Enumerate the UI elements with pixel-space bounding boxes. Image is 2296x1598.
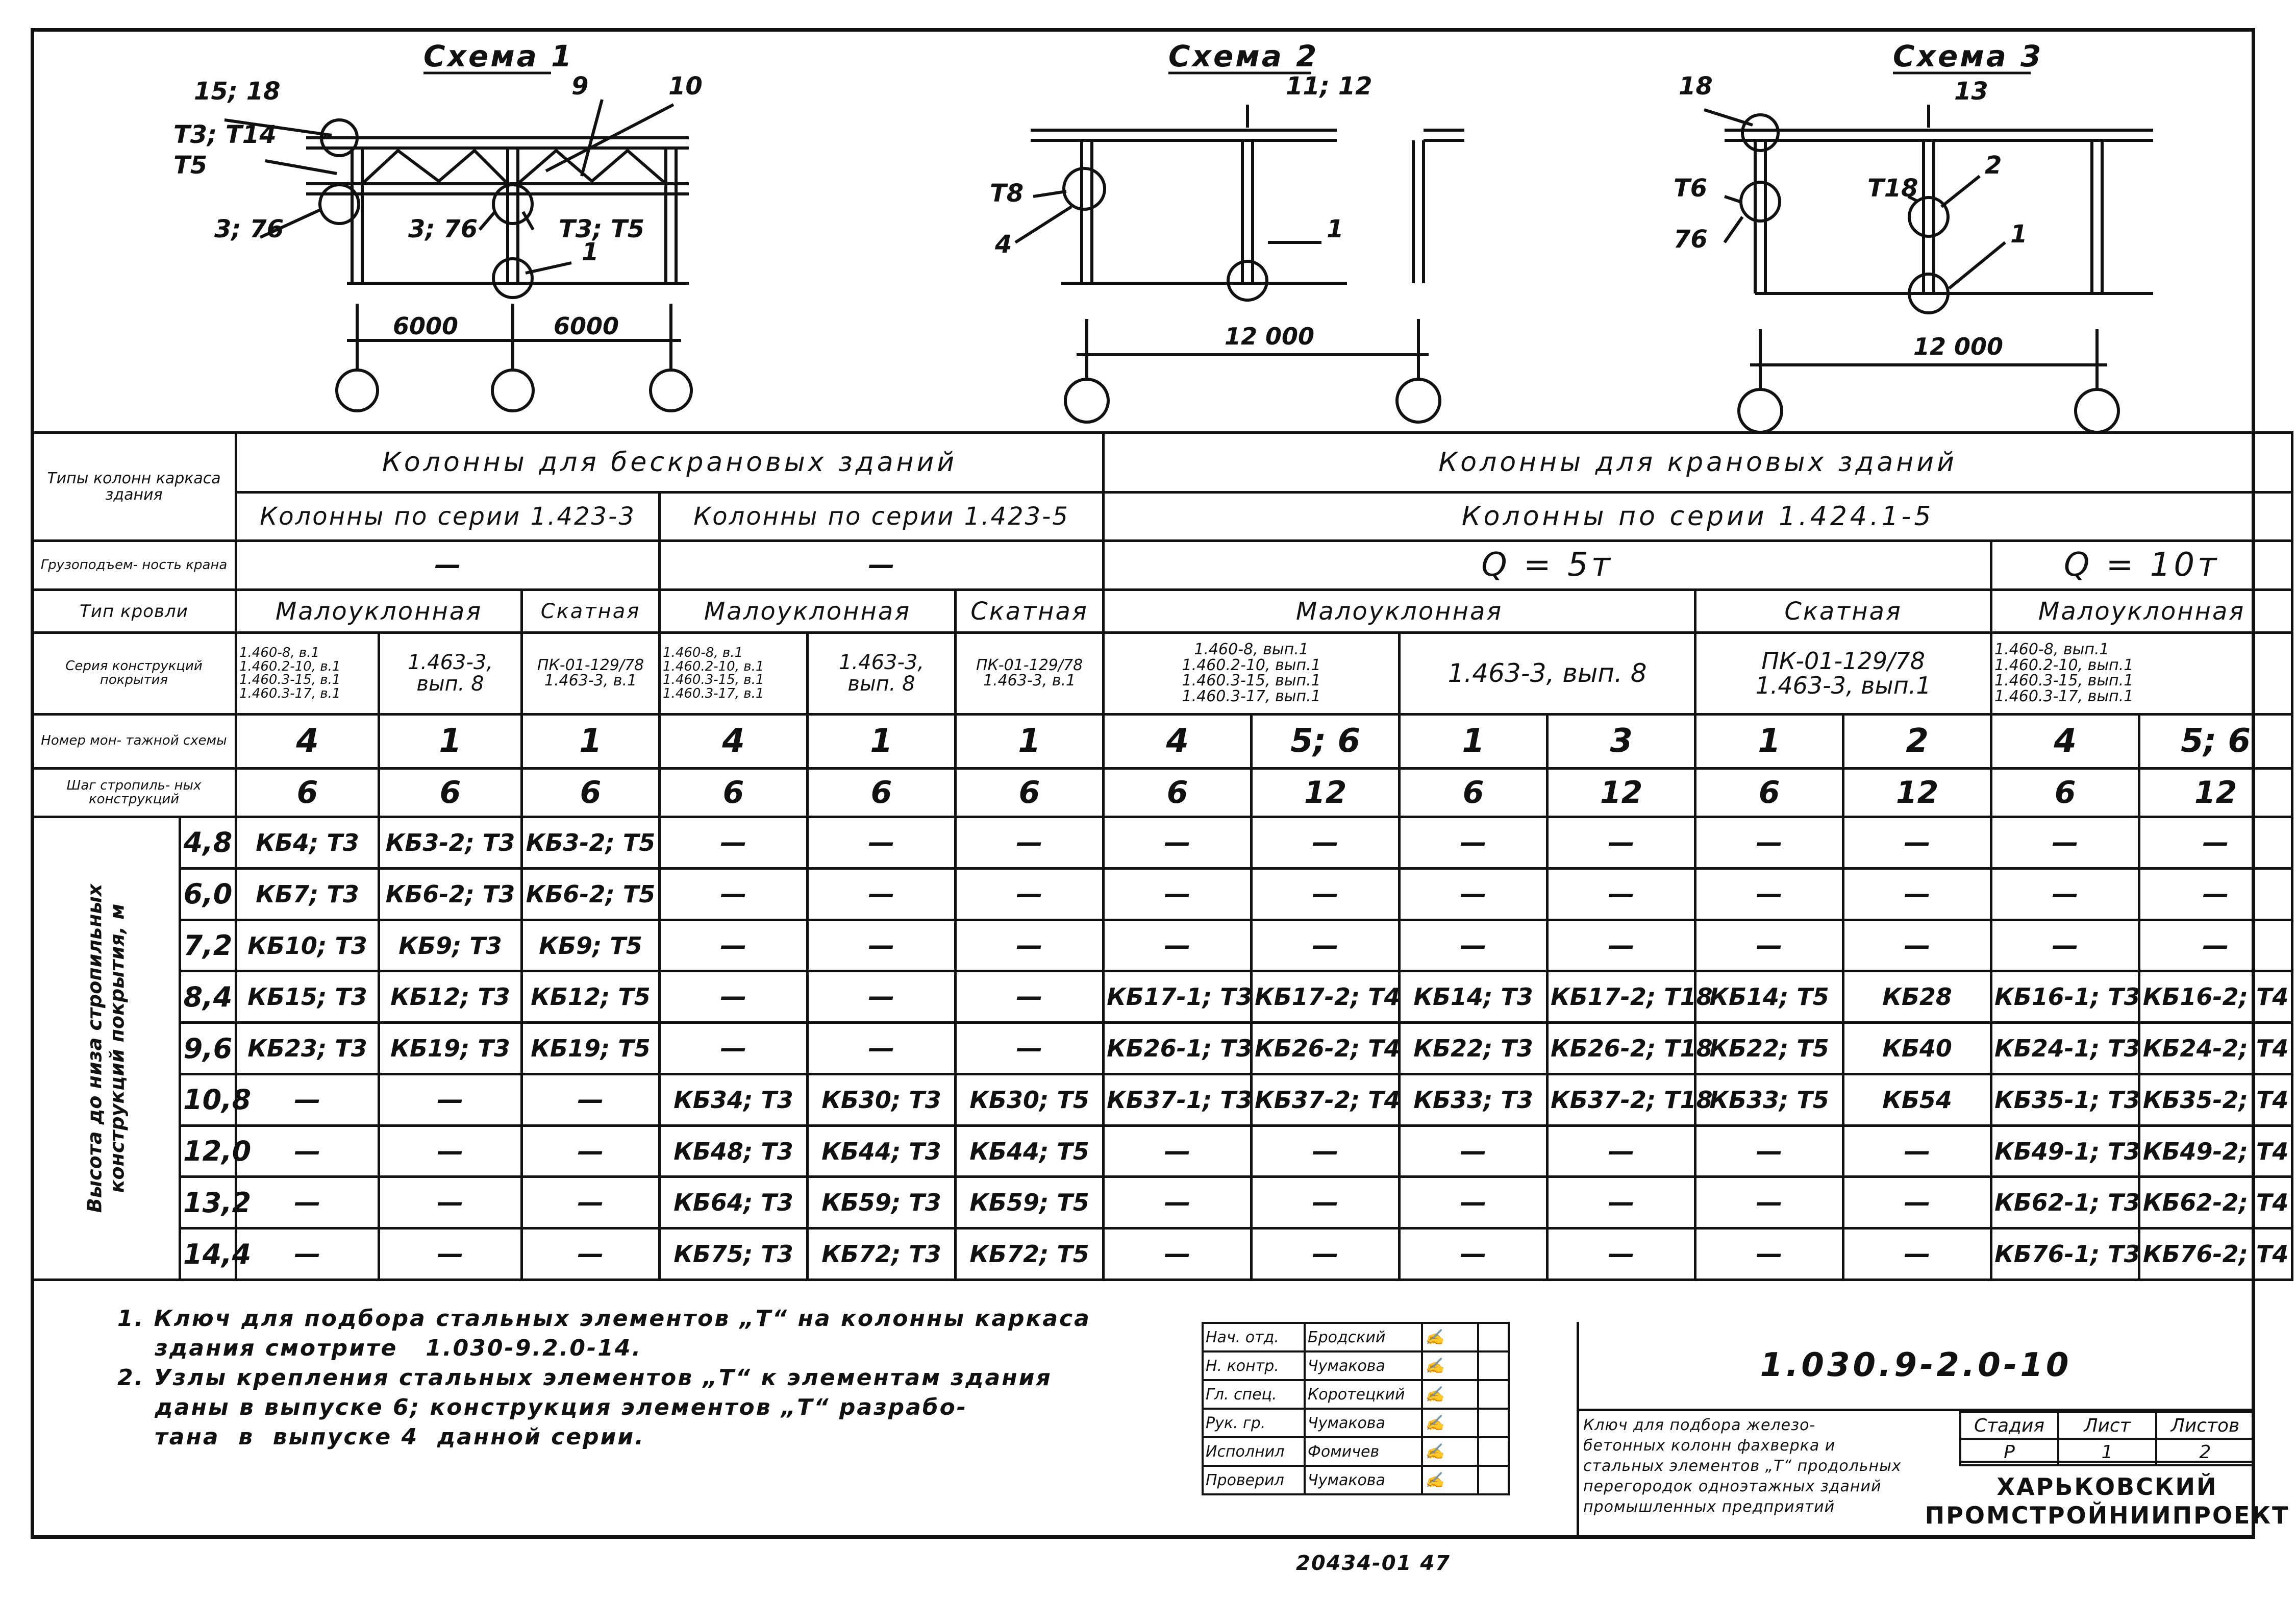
table-cell: КБ49-1; Т3 [1991,1125,2139,1177]
table-cell: — [236,1177,379,1228]
table-cell: — [1252,1177,1400,1228]
signature-mark: ✍ [1422,1351,1478,1380]
series-roof-value: 1.463-3, вып. 8 [808,633,956,714]
scheme-2-label: 1 [1327,215,1344,243]
schemes-area [31,28,2255,431]
scheme-number: 1 [379,714,522,768]
table-cell: — [1252,868,1400,920]
step-value: 6 [660,768,808,817]
table-row [32,817,2292,869]
sheets-header: Листов [2156,1412,2254,1439]
crane-q5: Q = 5т [1104,541,1991,589]
table-cell: — [236,1228,379,1280]
scheme-3-label: 18 [1679,72,1713,101]
table-cell: — [2139,868,2292,920]
table-cell: — [660,971,808,1023]
table-cell: — [2139,920,2292,971]
table-cell: — [1843,1125,1991,1177]
scheme-3-label: 1 [2010,220,2028,249]
table-cell: КБ34; Т3 [660,1074,808,1125]
scheme-number: 5; 6 [2139,714,2292,768]
scheme-2-label: 4 [995,230,1012,259]
table-cell: КБ44; Т5 [956,1125,1104,1177]
description-line: промышленных предприятий [1583,1498,1835,1516]
table-cell: КБ17-2; Т4 [1252,971,1400,1023]
scheme-1-label: 9 [571,72,589,101]
series-roof-value: 1.460-8, в.1 1.460.2-10, в.1 1.460.3-15, в.1 1.460.3-17, в.1 [236,633,379,714]
roof-low-slope: Малоуклонная [1991,589,2292,633]
scheme-2-title: Схема 2 [1168,39,1319,73]
crane-capacity-label: Грузоподъем- ность крана [32,541,236,589]
scheme-number: 1 [1400,714,1548,768]
table-cell: КБ14; Т5 [1695,971,1843,1023]
stamp-name: Бродский [1305,1323,1422,1351]
note-line: даны в выпуске 6; конструкция элементов „Т“ разрабо- [117,1394,968,1420]
step-value: 6 [1400,768,1548,817]
stamp-name: Чумакова [1305,1466,1422,1494]
scheme-number: 1 [808,714,956,768]
schemes-svg [31,28,2255,431]
table-cell: — [808,817,956,869]
scheme-2-label: 11; 12 [1286,72,1372,101]
table-cell: КБ6-2; Т5 [522,868,660,920]
scheme-number: 3 [1548,714,1695,768]
table-cell: КБ40 [1843,1023,1991,1074]
height-value: 8,4 [180,971,236,1023]
table-cell: КБ19; Т3 [379,1023,522,1074]
table-cell: КБ3-2; Т3 [379,817,522,869]
scheme-3-label: 2 [1985,151,2002,180]
series-roof-value: 1.460-8, в.1 1.460.2-10, в.1 1.460.3-15, в.1 1.460.3-17, в.1 [660,633,808,714]
scheme-number-row [32,714,2292,768]
note-line: 1. Ключ для подбора стальных элементов „Т“ на колонны каркаса [117,1306,1091,1332]
scheme-1-dim: 6000 [393,312,459,340]
table-cell: — [1252,1125,1400,1177]
series-roof-value: 1.463-3, вып. 8 [1400,633,1695,714]
scheme-1-drawing [224,100,691,411]
table-cell: — [1400,868,1548,920]
table-cell: КБ30; Т5 [956,1074,1104,1125]
series-roof-value: ПК-01-129/78 1.463-3, в.1 [522,633,660,714]
table-cell: КБ49-2; Т4 [2139,1125,2292,1177]
sheet-value: 1 [2058,1439,2156,1465]
table-cell: КБ6-2; Т3 [379,868,522,920]
scheme-3-drawing [1704,105,2153,432]
table-cell: — [1991,817,2139,869]
scheme-1-label: 3; 76 [214,215,284,243]
table-cell: КБ35-2; Т4 [2139,1074,2292,1125]
series-roof-value: 1.463-3, вып. 8 [379,633,522,714]
step-value: 6 [522,768,660,817]
table-cell: — [1104,868,1252,920]
scheme-number-label: Номер мон- тажной схемы [32,714,236,768]
scheme-number: 4 [660,714,808,768]
table-cell: КБ3-2; Т5 [522,817,660,869]
organization-line: ХАРЬКОВСКИЙ [1996,1473,2218,1501]
table-row [32,1023,2292,1074]
roof-low-slope: Малоуклонная [660,589,956,633]
table-cell: — [236,1125,379,1177]
table-cell: — [1400,1177,1548,1228]
table-cell: — [1548,868,1695,920]
table-cell: — [1400,1125,1548,1177]
table-cell: КБ33; Т5 [1695,1074,1843,1125]
stamp-name: Фомичев [1305,1437,1422,1466]
stamp-role: Н. контр. [1203,1351,1305,1380]
table-cell: — [2139,817,2292,869]
table-cell: — [522,1177,660,1228]
table-cell: КБ16-1; Т3 [1991,971,2139,1023]
table-cell: КБ22; Т3 [1400,1023,1548,1074]
series-b: Колонны по серии 1.423-5 [660,492,1104,540]
stamp-role: Нач. отд. [1203,1323,1305,1351]
document-description [1579,1411,1957,1539]
table-row [32,920,2292,971]
height-label: Высота до низа стропильных конструкций покрытия, м [83,883,128,1213]
table-cell: — [1548,817,1695,869]
roof-type-label: Тип кровли [32,589,236,633]
height-value: 4,8 [180,817,236,869]
table-cell: КБ62-1; Т3 [1991,1177,2139,1228]
height-value: 12,0 [180,1125,236,1177]
note-line: 2. Узлы крепления стальных элементов „Т“ к элементам здания [117,1365,1052,1391]
table-cell: КБ62-2; Т4 [2139,1177,2292,1228]
table-cell: КБ75; Т3 [660,1228,808,1280]
scheme-1-label: Т3; Т5 [559,215,645,243]
signature-mark: ✍ [1422,1437,1478,1466]
note-line: здания смотрите 1.030-9.2.0-14. [117,1335,642,1361]
series-roof-label: Серия конструкций покрытия [32,633,236,714]
table-row [32,1228,2292,1280]
scheme-1-label: Т3; Т14 [173,120,277,149]
step-label: Шаг стропиль- ных конструкций [32,768,236,817]
table-cell: — [1991,920,2139,971]
scheme-number: 4 [1991,714,2139,768]
series-roof-value: ПК-01-129/78 1.463-3, вып.1 [1695,633,1991,714]
scheme-1-dim: 6000 [554,312,619,340]
table-cell: — [1104,817,1252,869]
table-cell: КБ22; Т5 [1695,1023,1843,1074]
sheets-value: 2 [2156,1439,2254,1465]
table-cell: — [1548,1228,1695,1280]
table-cell: КБ23; Т3 [236,1023,379,1074]
table-cell: — [956,971,1104,1023]
crane-capacity-none: — [660,541,1104,589]
table-cell: КБ19; Т5 [522,1023,660,1074]
signature-mark: ✍ [1422,1380,1478,1409]
table-cell: КБ7; Т3 [236,868,379,920]
height-label-cell [32,817,180,1280]
table-cell: — [379,1125,522,1177]
table-row [32,1177,2292,1228]
table-cell: КБ37-2; Т18 [1548,1074,1695,1125]
table-cell: — [660,1023,808,1074]
table-cell: КБ15; Т3 [236,971,379,1023]
step-value: 6 [808,768,956,817]
table-cell: — [808,971,956,1023]
table-cell: — [1843,1228,1991,1280]
table-row [32,1125,2292,1177]
scheme-3-dim: 12 000 [1913,333,2004,360]
table-cell: КБ10; Т3 [236,920,379,971]
footer-number: 20434-01 47 [1296,1552,1451,1575]
height-value: 9,6 [180,1023,236,1074]
sheet-info [1959,1411,2255,1466]
table-row [32,971,2292,1023]
series-a: Колонны по серии 1.423-3 [236,492,660,540]
table-cell: — [660,920,808,971]
stamp-role: Проверил [1203,1466,1305,1494]
height-rows [32,817,2292,1280]
table-cell: КБ72; Т3 [808,1228,956,1280]
table-cell: КБ54 [1843,1074,1991,1125]
series-roof-value: 1.460-8, вып.1 1.460.2-10, вып.1 1.460.3-15, вып.1 1.460.3-17, вып.1 [1991,633,2292,714]
table-cell: КБ26-2; Т4 [1252,1023,1400,1074]
table-cell: КБ12; Т3 [379,971,522,1023]
table-cell: — [1843,920,1991,971]
step-value: 12 [2139,768,2292,817]
stamp-name: Чумакова [1305,1351,1422,1380]
column-selection-table [31,431,2293,1281]
series-c: Колонны по серии 1.424.1-5 [1104,492,2292,540]
scheme-2-label: Т8 [990,179,1024,208]
scheme-number: 5; 6 [1252,714,1400,768]
table-cell: — [379,1228,522,1280]
scheme-3-label: Т6 [1674,174,1708,203]
table-cell: КБ24-2; Т4 [2139,1023,2292,1074]
table-cell: КБ12; Т5 [522,971,660,1023]
scheme-1-label: 10 [668,72,703,101]
table-cell: КБ30; Т3 [808,1074,956,1125]
table-cell: — [1548,1125,1695,1177]
scheme-3-title: Схема 3 [1893,39,2043,73]
table-cell: — [1695,1125,1843,1177]
row-header-types: Типы колонн каркаса здания [32,433,236,541]
table-cell: — [1104,1228,1252,1280]
scheme-2-drawing [1015,105,1464,422]
table-cell: — [522,1125,660,1177]
table-cell: — [1104,920,1252,971]
table-cell: — [522,1074,660,1125]
scheme-3-label: 76 [1674,225,1708,254]
scheme-3-label: Т18 [1867,174,1918,203]
table-cell: — [956,1023,1104,1074]
table-cell: — [1695,868,1843,920]
roof-pitched: Скатная [1695,589,1991,633]
scheme-number: 1 [1695,714,1843,768]
table-cell: — [808,868,956,920]
table-cell: КБ37-2; Т4 [1252,1074,1400,1125]
table-cell: КБ76-2; Т4 [2139,1228,2292,1280]
table-cell: КБ59; Т3 [808,1177,956,1228]
crane-capacity-none: — [236,541,660,589]
description-line: Ключ для подбора железо- [1583,1416,1816,1434]
step-value: 12 [1843,768,1991,817]
description-line: стальных элементов „Т“ продольных [1583,1457,1902,1475]
table-cell: КБ48; Т3 [660,1125,808,1177]
table-cell: — [379,1074,522,1125]
table-cell: — [956,868,1104,920]
table-cell: — [1991,868,2139,920]
height-value: 7,2 [180,920,236,971]
height-value: 13,2 [180,1177,236,1228]
table-cell: КБ17-1; Т3 [1104,971,1252,1023]
stamp-role: Гл. спец. [1203,1380,1305,1409]
roof-low-slope: Малоуклонная [236,589,522,633]
table-cell: КБ17-2; Т18 [1548,971,1695,1023]
table-cell: КБ44; Т3 [808,1125,956,1177]
stamp-name: Чумакова [1305,1409,1422,1437]
signature-mark: ✍ [1422,1409,1478,1437]
step-value: 12 [1252,768,1400,817]
step-row [32,768,2292,817]
scheme-1-label: 3; 76 [408,215,478,243]
table-cell: — [1843,817,1991,869]
stamp-role: Исполнил [1203,1437,1305,1466]
table-cell: КБ37-1; Т3 [1104,1074,1252,1125]
scheme-1-label: Т5 [173,151,208,180]
table-cell: — [1548,1177,1695,1228]
table-cell: КБ35-1; Т3 [1991,1074,2139,1125]
table-row [32,1074,2292,1125]
table-cell: КБ76-1; Т3 [1991,1228,2139,1280]
organization-line: ПРОМСТРОЙНИИПРОЕКТ [1925,1502,2290,1529]
organization [1925,1461,2290,1539]
scheme-number: 4 [236,714,379,768]
signature-stamp [1202,1322,1510,1495]
table-cell: — [1400,817,1548,869]
signature-mark: ✍ [1422,1466,1478,1494]
table-cell: — [1400,1228,1548,1280]
step-value: 6 [1695,768,1843,817]
table-cell: КБ33; Т3 [1400,1074,1548,1125]
table-cell: КБ26-2; Т18 [1548,1023,1695,1074]
table-cell: — [956,817,1104,869]
step-value: 6 [1991,768,2139,817]
table-cell: КБ9; Т5 [522,920,660,971]
table-cell: КБ72; Т5 [956,1228,1104,1280]
crane-q10: Q = 10т [1991,541,2292,589]
group-no-crane: Колонны для бескрановых зданий [236,433,1104,493]
table-cell: КБ9; Т3 [379,920,522,971]
height-value: 10,8 [180,1074,236,1125]
signature-mark: ✍ [1422,1323,1478,1351]
step-value: 6 [956,768,1104,817]
scheme-1-label: 15; 18 [194,77,281,106]
scheme-1-title: Схема 1 [423,39,574,73]
roof-pitched: Скатная [956,589,1104,633]
table-cell: — [808,1023,956,1074]
table-cell: — [1104,1125,1252,1177]
table-cell: — [379,1177,522,1228]
scheme-number: 1 [956,714,1104,768]
notes [117,1304,1189,1452]
description-line: перегородок одноэтажных зданий [1583,1478,1882,1495]
stamp-role: Рук. гр. [1203,1409,1305,1437]
description-line: бетонных колонн фахверка и [1583,1437,1836,1455]
table-cell: КБ24-1; Т3 [1991,1023,2139,1074]
table-cell: КБ4; Т3 [236,817,379,869]
step-value: 6 [236,768,379,817]
table-cell: — [1252,920,1400,971]
series-roof-value: 1.460-8, вып.1 1.460.2-10, вып.1 1.460.3-15, вып.1 1.460.3-17, вып.1 [1104,633,1400,714]
table-cell: КБ16-2; Т4 [2139,971,2292,1023]
table-row [32,868,2292,920]
group-crane: Колонны для крановых зданий [1104,433,2292,493]
table-cell: КБ14; Т3 [1400,971,1548,1023]
table-cell: КБ64; Т3 [660,1177,808,1228]
table-cell: — [808,920,956,971]
table-cell: — [1695,920,1843,971]
table-cell: — [660,868,808,920]
table-cell: КБ28 [1843,971,1991,1023]
table-cell: — [1252,1228,1400,1280]
roof-pitched: Скатная [522,589,660,633]
step-value: 12 [1548,768,1695,817]
table-cell: КБ26-1; Т3 [1104,1023,1252,1074]
table-cell: КБ59; Т5 [956,1177,1104,1228]
scheme-number: 1 [522,714,660,768]
step-value: 6 [1104,768,1252,817]
table-cell: — [236,1074,379,1125]
scheme-number: 4 [1104,714,1252,768]
series-roof-value: ПК-01-129/78 1.463-3, в.1 [956,633,1104,714]
document-code: 1.030.9-2.0-10 [1577,1322,2255,1411]
stage-value: Р [1960,1439,2058,1465]
step-value: 6 [379,768,522,817]
table-cell: — [1252,817,1400,869]
scheme-3-label: 13 [1954,77,1988,106]
sheet-header: Лист [2058,1412,2156,1439]
scheme-1-label: 1 [582,238,599,266]
table-cell: — [1843,868,1991,920]
stage-header: Стадия [1960,1412,2058,1439]
roof-low-slope: Малоуклонная [1104,589,1695,633]
scheme-2-dim: 12 000 [1225,323,1315,350]
table-cell: — [1695,1177,1843,1228]
height-value: 6,0 [180,868,236,920]
note-line: тана в выпуске 4 данной серии. [117,1424,645,1450]
table-cell: — [660,817,808,869]
table-cell: — [1400,920,1548,971]
table-cell: — [522,1228,660,1280]
scheme-number: 2 [1843,714,1991,768]
table-cell: — [1695,817,1843,869]
table-cell: — [1548,920,1695,971]
stamp-name: Коротецкий [1305,1380,1422,1409]
table-cell: — [956,920,1104,971]
table-cell: — [1104,1177,1252,1228]
table-cell: — [1843,1177,1991,1228]
height-value: 14,4 [180,1228,236,1280]
table-cell: — [1695,1228,1843,1280]
